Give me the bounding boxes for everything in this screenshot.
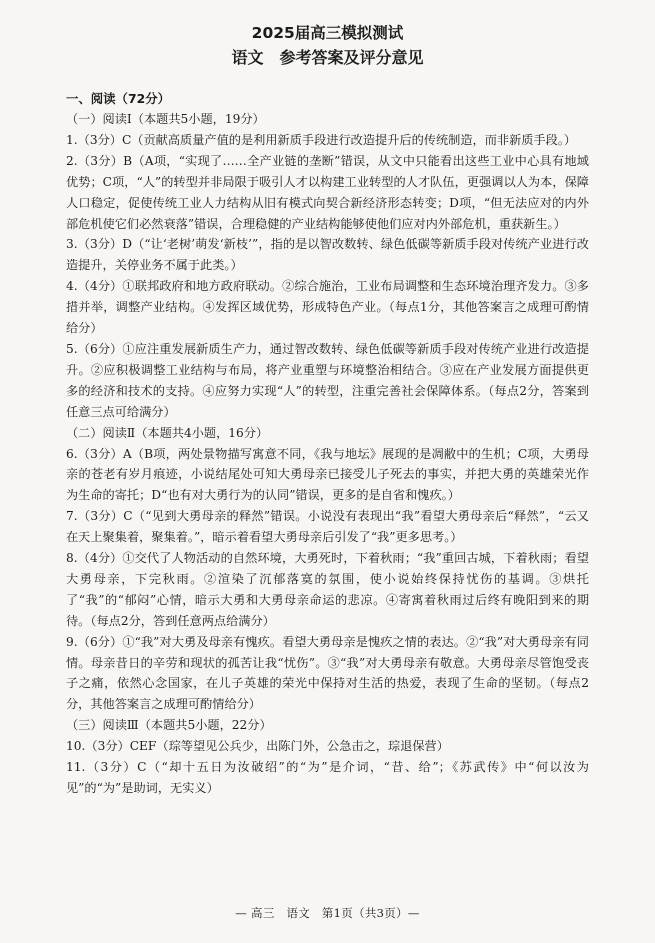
document-body [66, 88, 589, 799]
answer-q7: 7.（3分）C（“见到大勇母亲的释然”错误。小说没有表现出“我”看望大勇母亲后“释然”，“云又在天上聚集着，聚集着。”，暗示着看望大勇母亲后引发了“我”更多思考。） [66, 509, 589, 545]
answer-q4: 4.（4分）①联邦政府和地方政府联动。②综合施治，工业布局调整和生态环境治理齐发力。③多措并举，调整产业结构。④发挥区域优势，形成特色产业。（每点1分，其他答案言之成理可酌情给分） [66, 279, 589, 336]
section-heading-reading: 一、阅读（72分） [66, 91, 170, 106]
page-footer: — 高三 语文 第1页（共3页）— [235, 906, 420, 920]
answer-q5: 5.（6分）①应注重发展新质生产力，通过智改数转、绿色低碳等新质手段对传统产业进行改造提升。②应积极调整工业结构与布局，将产业重塑与环境整治相结合。③应在产业发展方面提供更多的经济和技术的支持。④应努力实现“人”的转型，注重完善社会保障体系。（每点2分，答案到任意三点可给满分） [66, 341, 589, 419]
answer-q3: 3.（3分）D（“让‘老树’萌发‘新枝’”，指的是以智改数转、绿色低碳等新质手段对传统产业进行改造提升，关停业务不属于此类。） [66, 237, 589, 273]
document-subtitle: 语文 参考答案及评分意见 [231, 48, 424, 67]
subsection-heading-reading-3: （三）阅读Ⅲ（本题共5小题，22分） [66, 718, 272, 733]
document-title: 2025届高三模拟测试 [251, 24, 404, 42]
answer-q2: 2.（3分）B（A项，“实现了……全产业链的垄断”错误，从文中只能看出这些工业中心具有地域优势；C项，“人”的转型并非局限于吸引人才以构建工业转型的人才队伍，更强调以人为本，保障人口稳定，促使传统工业人力结构从旧有模式向契合新经济形态转变；D项，“但无法应对的内外部危机使它们必然衰落”错误，合理稳健的产业结构能够使他们应对内外部危机，重获新生。） [66, 153, 589, 231]
answer-q1: 1.（3分）C（贡献高质量产值的是利用新质手段进行改造提升后的传统制造，而非新质手段。） [66, 132, 577, 147]
subsection-heading-reading-2: （二）阅读Ⅱ（本题共4小题，16分） [66, 425, 269, 440]
answer-q11: 11.（3分）C（“却十五日为汝破绍”的“为”是介词，“昔、给”；《苏武传》中“何以汝为见”的“为”是助词，无实义） [66, 760, 589, 795]
answer-q8: 8.（4分）①交代了人物活动的自然环境，大勇死时，下着秋雨；“我”重回古城，下着秋雨；看望大勇母亲，下完秋雨。②渲染了沉郁落寞的氛围，使小说始终保持忧伤的基调。③烘托了“我”的“郁闷”心情，暗示大勇和大勇母亲命运的悲凉。④寄寓着秋雨过后终有晚阳到来的期待。（每点2分，答到任意两点给满分） [66, 551, 589, 628]
answer-q6: 6.（3分）A（B项，两处景物描写寓意不同，《我与地坛》展现的是凋敝中的生机；C项，大勇母亲的苍老有岁月痕迹，小说结尾处可知大勇母亲已接受儿子死去的事实，并把大勇的英雄荣光作为生命的寄托；D“也有对大勇行为的认同”错误，更多的是自省和愧疚。） [66, 446, 589, 503]
subsection-heading-reading-1: （一）阅读Ⅰ（本题共5小题，19分） [66, 112, 265, 126]
answer-q9: 9.（6分）①“我”对大勇及母亲有愧疚。看望大勇母亲是愧疚之情的表达。②“我”对大勇母亲有同情。母亲昔日的辛劳和现状的孤苦让我“忧伤”。③“我”对大勇母亲有敬意。大勇母亲尽管饱受丧子之痛，依然心念国家，在儿子英雄的荣光中保持对生活的热爱，表现了生命的坚韧。（每点2分，其他答案言之成理可酌情给分） [66, 634, 589, 712]
answer-q10: 10.（3分）CEF（琮等望见公兵少，出陈门外，公急击之，琮退保营） [66, 739, 449, 754]
